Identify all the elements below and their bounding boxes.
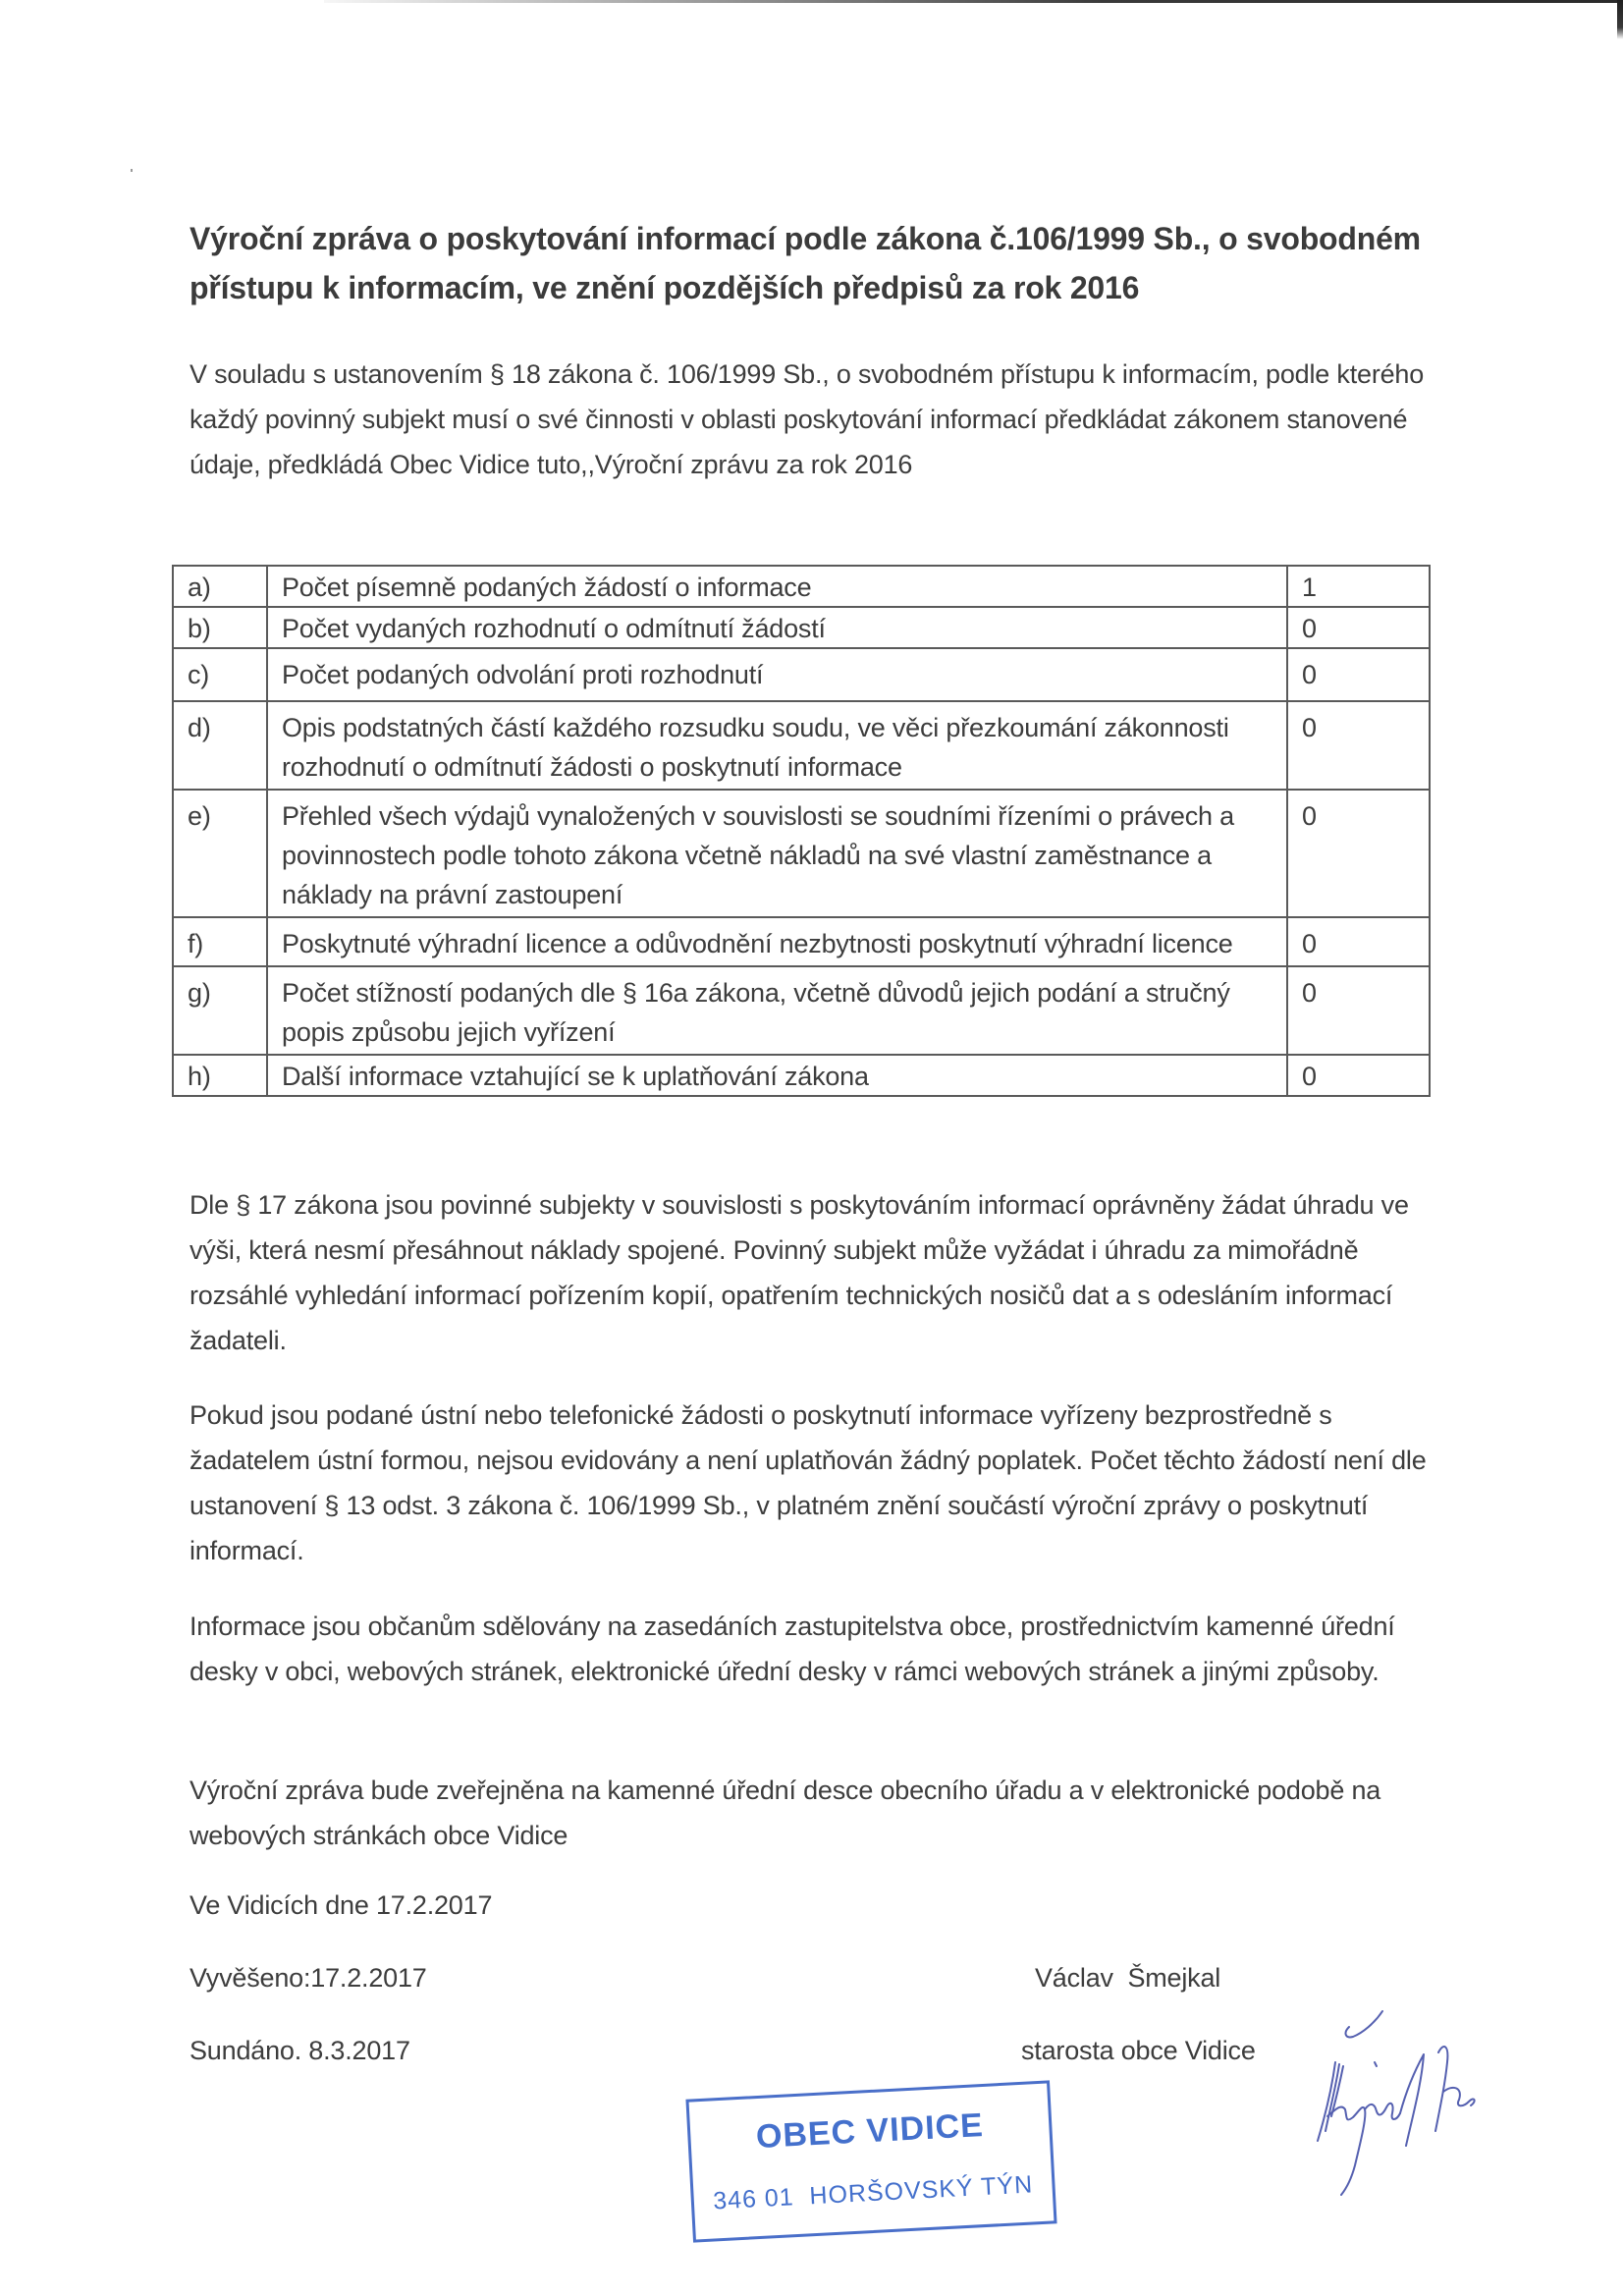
row-description: Počet stížností podaných dle § 16a zákona, včetně důvodů jejich podání a stručný popis způsobu jejich vyřízení xyxy=(267,966,1287,1055)
document-title: Výroční zpráva o poskytování informací podle zákona č.106/1999 Sb., o svobodném přístupu k informacím, ve znění pozdějších předpisů za rok 2016 xyxy=(189,221,1421,305)
row-value: 0 xyxy=(1287,701,1430,790)
row-letter: g) xyxy=(173,966,267,1055)
row-description: Poskytnuté výhradní licence a odůvodnění nezbytnosti poskytnutí výhradní licence xyxy=(267,917,1287,966)
row-value: 0 xyxy=(1287,917,1430,966)
row-description: Počet podaných odvolání proti rozhodnutí xyxy=(267,648,1287,701)
table-row xyxy=(173,966,1430,1055)
signature-icon xyxy=(1267,1994,1512,2200)
row-value: 0 xyxy=(1287,648,1430,701)
row-letter: h) xyxy=(173,1055,267,1096)
posted-date: Vyvěšeno:17.2.2017 xyxy=(189,1963,427,1993)
row-description: Další informace vztahující se k uplatňování zákona xyxy=(267,1055,1287,1096)
communication-paragraph: Informace jsou občanům sdělovány na zasedáních zastupitelstva obce, prostřednictvím kamenné úřední desky v obci, webových stránek, elektronické úřední desky v rámci webových stránek a jinými způsoby. xyxy=(189,1612,1395,1686)
official-stamp xyxy=(685,2080,1056,2242)
row-letter: d) xyxy=(173,701,267,790)
row-letter: c) xyxy=(173,648,267,701)
oral-requests-paragraph: Pokud jsou podané ústní nebo telefonické žádosti o poskytnutí informace vyřízeny bezprostředně s žadatelem ústní formou, nejsou evidovány a není uplatňován žádný poplatek. Počet těchto žádostí není dle ustanovení § 13 odst. 3 zákona č. 106/1999 Sb., v platném znění součástí výroční zprávy o poskytnutí informací. xyxy=(189,1400,1427,1565)
row-value: 0 xyxy=(1287,966,1430,1055)
stamp-address: 346 01 HORŠOVSKÝ TÝN xyxy=(712,2170,1034,2215)
stamp-name: OBEC VIDICE xyxy=(755,2105,985,2157)
row-description: Přehled všech výdajů vynaložených v souvislosti se soudními řízeními o právech a povinnostech podle tohoto zákona včetně nákladů na své vlastní zaměstnance a náklady na právní zastoupení xyxy=(267,790,1287,917)
row-description: Opis podstatných částí každého rozsudku soudu, ve věci přezkoumání zákonnosti rozhodnutí o odmítnutí žádosti o poskytnutí informace xyxy=(267,701,1287,790)
row-letter: f) xyxy=(173,917,267,966)
table-row xyxy=(173,790,1430,917)
intro-paragraph: V souladu s ustanovením § 18 zákona č. 106/1999 Sb., o svobodném přístupu k informacím, podle kterého každý povinný subjekt musí o své činnosti v oblasti poskytování informací předkládat zákonem stanovené údaje, předkládá Obec Vidice tuto,,Výroční zprávu za rok 2016 xyxy=(189,359,1425,479)
row-value: 1 xyxy=(1287,566,1430,607)
table-row xyxy=(173,1055,1430,1096)
row-value: 0 xyxy=(1287,607,1430,648)
table-row xyxy=(173,701,1430,790)
report-table xyxy=(172,565,1431,1097)
place-date: Ve Vidicích dne 17.2.2017 xyxy=(189,1890,493,1920)
row-letter: a) xyxy=(173,566,267,607)
row-description: Počet vydaných rozhodnutí o odmítnutí žádostí xyxy=(267,607,1287,648)
table-row xyxy=(173,566,1430,607)
signer-name: Václav Šmejkal xyxy=(1035,1963,1221,1993)
row-letter: e) xyxy=(173,790,267,917)
signer-role: starosta obce Vidice xyxy=(1021,2036,1256,2065)
table-row xyxy=(173,607,1430,648)
removed-date: Sundáno. 8.3.2017 xyxy=(189,2036,410,2065)
scan-speck xyxy=(131,169,133,172)
table-row xyxy=(173,917,1430,966)
row-value: 0 xyxy=(1287,1055,1430,1096)
table-row xyxy=(173,648,1430,701)
scan-edge-corner xyxy=(1617,0,1623,39)
publication-paragraph: Výroční zpráva bude zveřejněna na kamenné úřední desce obecního úřadu a v elektronické podobě na webových stránkách obce Vidice xyxy=(189,1776,1381,1850)
row-value: 0 xyxy=(1287,790,1430,917)
row-letter: b) xyxy=(173,607,267,648)
row-description: Počet písemně podaných žádostí o informace xyxy=(267,566,1287,607)
scan-edge-top xyxy=(324,0,1623,3)
fees-paragraph: Dle § 17 zákona jsou povinné subjekty v souvislosti s poskytováním informací oprávněny žádat úhradu ve výši, která nesmí přesáhnout náklady spojené. Povinný subjekt může vyžádat i úhradu za mimořádně rozsáhlé vyhledání informací pořízením kopií, opatřením technických nosičů dat a s odesláním informací žadateli. xyxy=(189,1190,1409,1355)
